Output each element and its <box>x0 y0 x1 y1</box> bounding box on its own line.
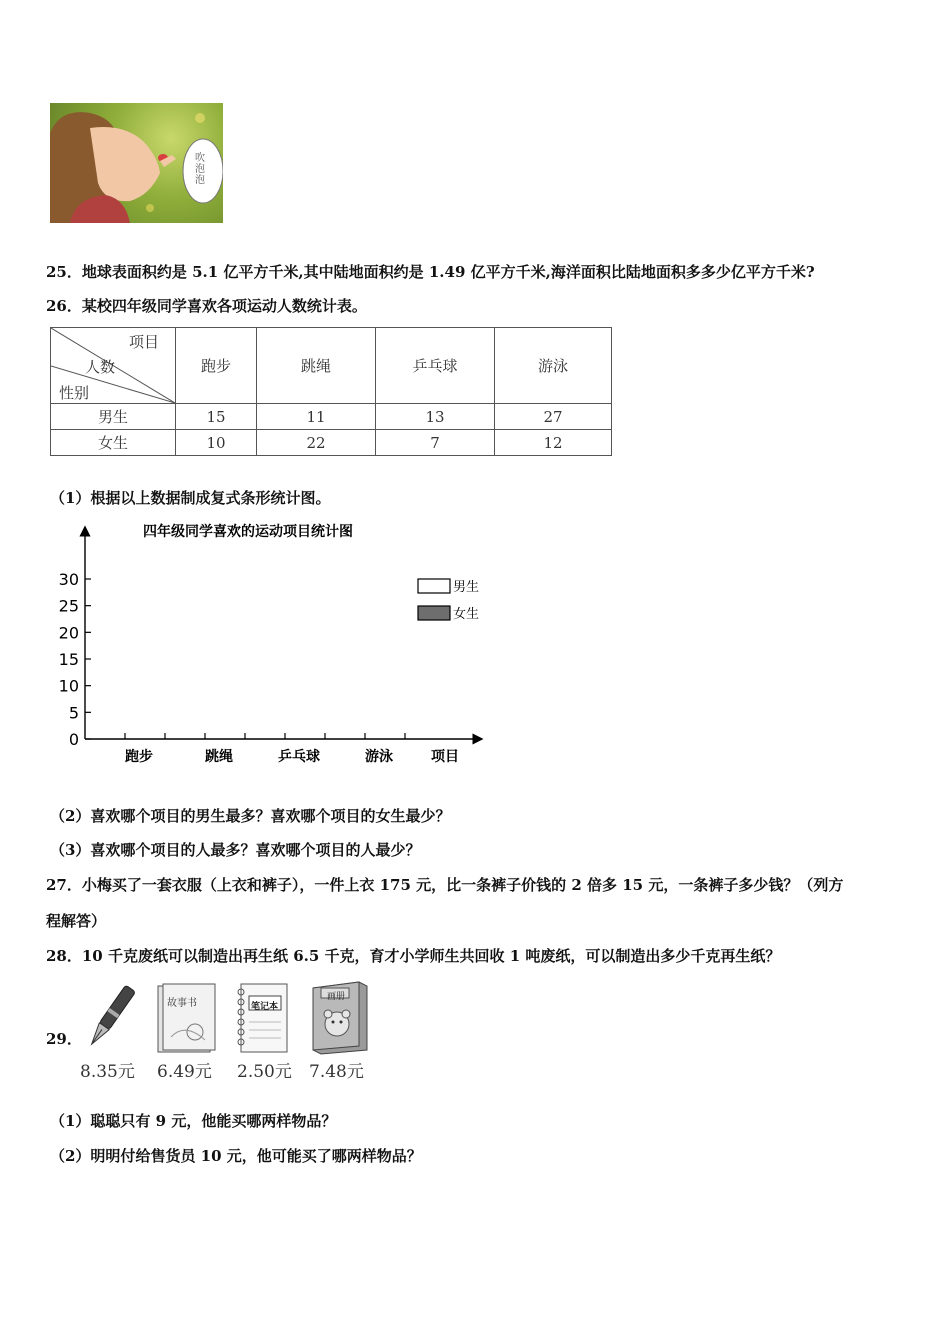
question-28: 28．10 千克废纸可以制造出再生纸 6.5 千克，育才小学师生共回收 1 吨废纸，可以制造出多少千克再生纸？ <box>46 947 781 965</box>
corner-label-gender: 性别 <box>59 384 90 402</box>
table-row <box>51 430 612 456</box>
x-category-label: 乒乓球 <box>278 749 320 765</box>
table-cell: 22 <box>257 430 376 456</box>
pen-icon <box>80 980 140 1055</box>
legend-label: 女生 <box>453 607 480 622</box>
item-price: 6.49元 <box>157 1062 212 1082</box>
col-header: 乒乓球 <box>376 328 495 404</box>
item-notebook <box>235 982 295 1080</box>
question-25: 25．地球表面积约是 5.1 亿平方千米,其中陆地面积约是 1.49 亿平方千米,海洋面积比陆地面积多多少亿平方千米? <box>46 263 815 281</box>
legend-label: 男生 <box>453 580 480 595</box>
notebook-label: 笔记本 <box>251 1002 279 1012</box>
table-cell: 11 <box>257 404 376 430</box>
item-story-book <box>155 982 217 1080</box>
row-label: 男生 <box>51 404 176 430</box>
table-cell: 12 <box>495 430 612 456</box>
table-corner-cell <box>51 328 176 404</box>
question-26-part-1: （1）根据以上数据制成复式条形统计图。 <box>50 489 331 507</box>
story-book-label: 故事书 <box>167 998 197 1009</box>
col-header: 跳绳 <box>257 328 376 404</box>
table-cell: 13 <box>376 404 495 430</box>
chart-title: 四年级同学喜欢的运动项目统计图 <box>143 524 353 540</box>
y-tick-label: 30 <box>58 570 79 589</box>
x-category-label: 跳绳 <box>205 749 233 765</box>
question-27-line-2: 程解答） <box>46 912 107 930</box>
sports-stats-table <box>50 327 612 456</box>
x-category-label: 跑步 <box>125 749 153 765</box>
table-row <box>51 404 612 430</box>
question-26-part-2: （2）喜欢哪个项目的男生最多？喜欢哪个项目的女生最少？ <box>50 807 451 825</box>
question-27-line-1: 27．小梅买了一套衣服（上衣和裤子），一件上衣 175 元，比一条裤子价钱的 2 倍多 15 元，一条裤子多少钱？（列方 <box>46 876 844 894</box>
picture-book-label: 画册 <box>327 992 346 1002</box>
y-tick-label: 25 <box>58 596 79 616</box>
question-26-part-3: （3）喜欢哪个项目的人最多？喜欢哪个项目的人最少？ <box>50 841 421 859</box>
question-29-number: 29． <box>46 1030 82 1048</box>
sports-bar-chart <box>50 515 490 775</box>
item-price: 8.35元 <box>80 1062 135 1082</box>
corner-label-item: 项目 <box>129 333 160 351</box>
y-tick-label: 0 <box>68 730 79 749</box>
item-price: 7.48元 <box>309 1062 364 1082</box>
notebook-icon <box>235 982 291 1056</box>
y-tick-label: 20 <box>58 623 79 643</box>
item-price: 2.50元 <box>237 1062 292 1082</box>
legend-swatch <box>418 606 450 620</box>
table-cell: 27 <box>495 404 612 430</box>
table-cell: 10 <box>176 430 257 456</box>
item-pen <box>80 980 140 1080</box>
x-category-label: 游泳 <box>365 749 393 765</box>
col-header: 跑步 <box>176 328 257 404</box>
table-cell: 7 <box>376 430 495 456</box>
corner-label-count: 人数 <box>85 358 116 376</box>
question-29-part-2: （2）明明付给售货员 10 元，他可能买了哪两样物品？ <box>50 1147 422 1165</box>
y-tick-label: 10 <box>58 676 79 696</box>
question-26: 26．某校四年级同学喜欢各项运动人数统计表。 <box>46 297 367 315</box>
row-label: 女生 <box>51 430 176 456</box>
y-tick-label: 5 <box>68 703 79 723</box>
question-29-part-1: （1）聪聪只有 9 元，他能买哪两样物品？ <box>50 1112 337 1130</box>
girl-bubbles-photo <box>50 103 223 223</box>
y-tick-label: 15 <box>58 650 79 669</box>
item-picture-book <box>307 980 371 1080</box>
legend-swatch <box>418 579 450 593</box>
col-header: 游泳 <box>495 328 612 404</box>
x-axis-label: 项目 <box>431 749 459 765</box>
table-cell: 15 <box>176 404 257 430</box>
speech-bubble-text: 吹泡泡 <box>195 153 205 186</box>
